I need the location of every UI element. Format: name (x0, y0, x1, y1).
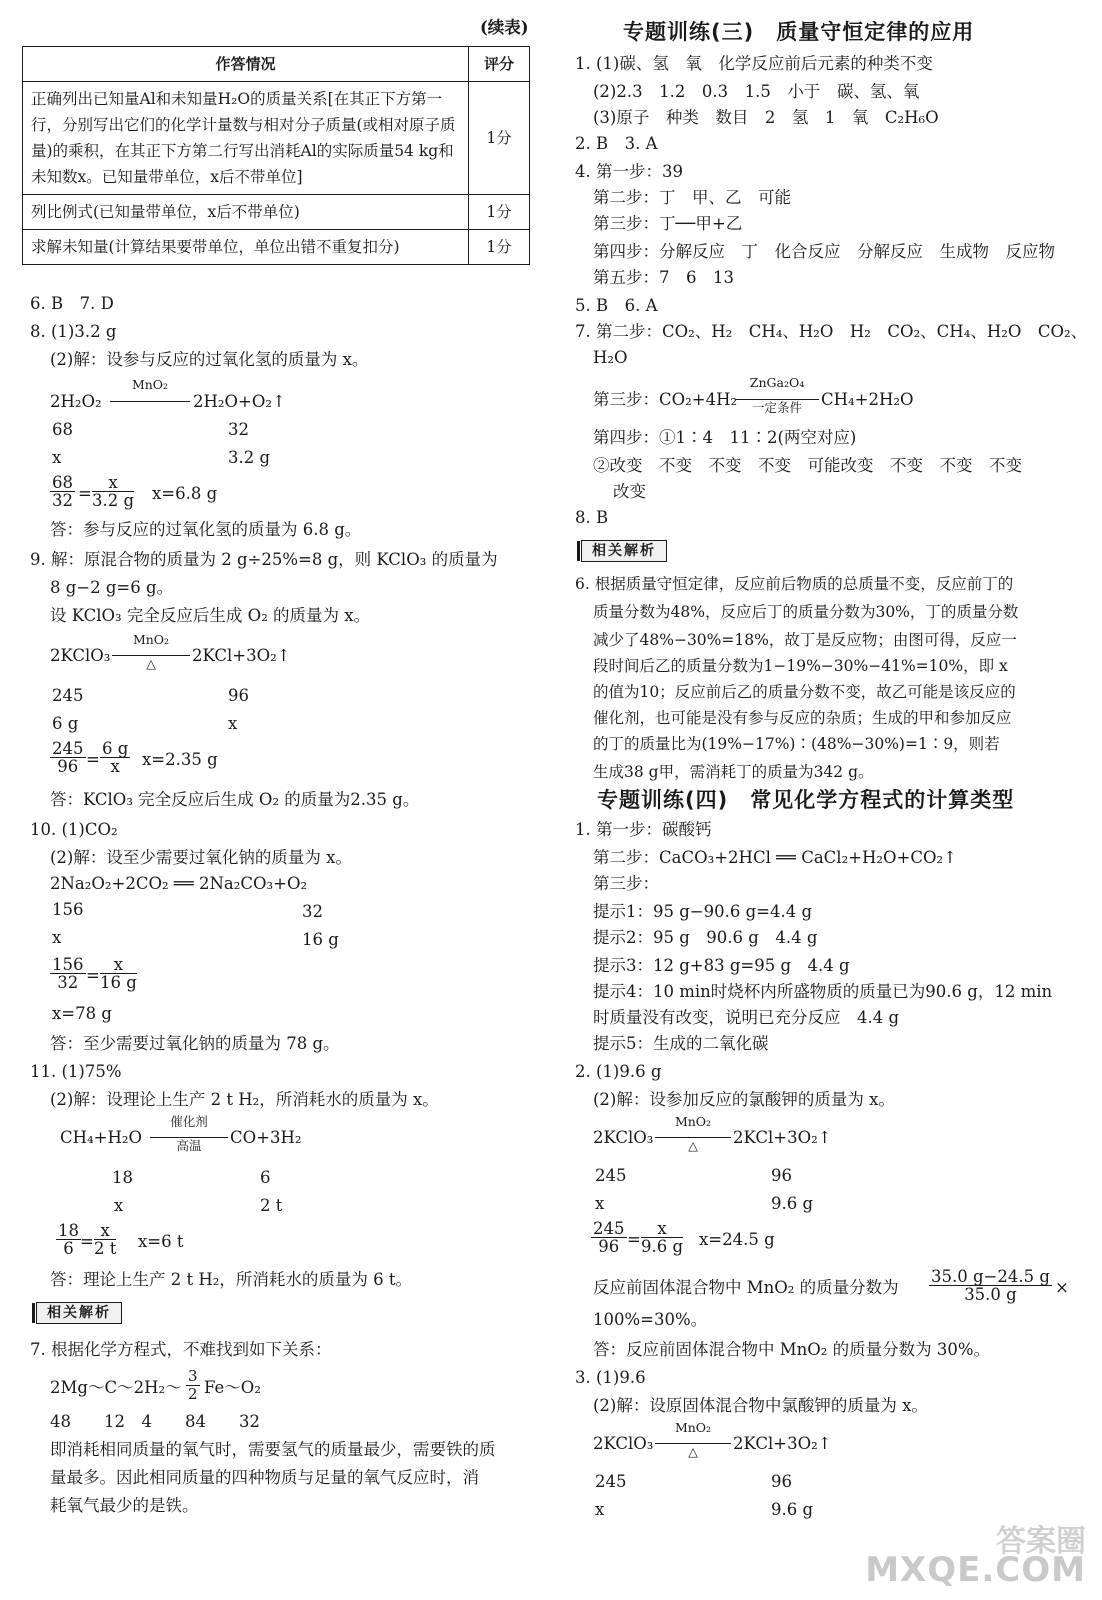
fraction (50, 740, 86, 775)
answer-line: 2. B 3. A (575, 134, 658, 153)
numerator: 68 (52, 473, 73, 492)
equation-right: CH₄+2H₂O (821, 390, 914, 409)
denominator: 2 t (94, 1239, 117, 1258)
equation-right: 2KCl+3O₂↑ (733, 1128, 832, 1147)
table-row (23, 82, 530, 195)
analysis-line: 质量分数为48%，反应后丁的质量分数为30%，丁的质量分数 (593, 603, 1019, 621)
answer-line: 改变 (613, 482, 646, 501)
fraction (50, 474, 75, 509)
answer-line: 第二步：CaCO₃+2HCl ══ CaCl₂+H₂O+CO₂↑ (593, 848, 957, 867)
denominator: 96 (598, 1237, 620, 1256)
equation: 2Na₂O₂+2CO₂ ══ 2Na₂CO₃+O₂ (50, 874, 308, 893)
equals-sign: = (80, 1232, 94, 1251)
table-cell: 求解未知量(计算结果要带单位，单位出错不重复扣分) (23, 230, 469, 265)
unknown: x (114, 1196, 124, 1215)
table-cell: 正确列出已知量Al和未知量H₂O的质量关系[在其正下方第一行，分别写出它们的化学计量数与相对分子质量(或相对原子质量)的乘积，在其正下方第二行写出消耗Al的实际质量54 kg和未知数x。已知量带单位，x后不带单位] (23, 82, 469, 195)
answer-line: 第三步： (593, 874, 659, 893)
denominator: 32 (57, 973, 79, 992)
watermark-url: MXQE.COM (865, 1550, 1086, 1590)
equation-right: CO+3H₂ (230, 1128, 302, 1147)
table-header-answer: 作答情况 (23, 47, 469, 82)
answer-line: 6. B 7. D (30, 294, 114, 313)
equals-sign: = (78, 484, 92, 503)
known-mass: 6 g (52, 714, 79, 733)
equation-left: 2KClO₃ (593, 1434, 654, 1453)
analysis-line: 的丁的质量比为(19%−17%)∶(48%−30%)=1∶9，则若 (593, 735, 1000, 753)
fraction (94, 1222, 116, 1257)
denominator: 32 (52, 491, 73, 510)
relation-chain: 2Mg～C～2H₂～ (50, 1378, 182, 1397)
answer-line: ②改变 不变 不变 不变 可能改变 不变 不变 不变 (593, 456, 1022, 475)
denominator: 16 g (100, 973, 137, 992)
catalyst-label: 催化剂 (170, 1114, 208, 1129)
numerator: 156 (52, 955, 84, 974)
catalyst-label: MnO₂ (674, 1420, 712, 1435)
molar-mass: 245 (595, 1472, 627, 1491)
catalyst-label: MnO₂ (131, 377, 169, 392)
relation-masses: 48 12 4 84 32 (50, 1412, 260, 1431)
result: x=2.35 g (142, 750, 218, 769)
answer-line: 8. B (575, 508, 609, 527)
catalyst-label: ZnGa₂O₄ (749, 375, 805, 390)
answer-line: 100%=30%。 (593, 1310, 708, 1329)
equation-right: 2KCl+3O₂↑ (192, 646, 291, 665)
analysis-line: 即消耗相同质量的氧气时，需要氢气的质量最少，需要铁的质 (50, 1440, 496, 1459)
molar-mass: 32 (228, 420, 249, 439)
answer-line: 1. 第一步：碳酸钙 (575, 820, 712, 839)
answer-line: 第四步：分解反应 丁 化合反应 分解反应 生成物 反应物 (593, 242, 1055, 261)
continued-label: (续表) (480, 18, 529, 37)
table-cell-score: 1分 (469, 195, 530, 230)
relation-chain: Fe～O₂ (204, 1378, 261, 1397)
molar-mass: 6 (260, 1168, 271, 1187)
molar-mass: 245 (52, 686, 84, 705)
section-title: 专题训练(四) 常见化学方程式的计算类型 (597, 788, 1015, 812)
fraction (591, 1220, 627, 1255)
numerator: x (92, 474, 134, 492)
result: x=78 g (52, 1004, 112, 1023)
fraction (100, 956, 137, 991)
denominator: 96 (57, 757, 79, 776)
analysis-line: 耗氧气最少的是铁。 (50, 1496, 199, 1515)
denominator: 6 (63, 1239, 74, 1258)
answer-line: (2)2.3 1.2 0.3 1.5 小于 碳、氢、氧 (593, 82, 920, 101)
equation-left: 第三步：CO₂+4H₂ (593, 390, 738, 409)
catalyst-label: MnO₂ (674, 1114, 712, 1129)
numerator: x (100, 956, 137, 974)
fraction (641, 1220, 683, 1255)
answer-line: 8. (1)3.2 g (30, 322, 117, 341)
denominator: 3.2 g (92, 491, 135, 510)
watermark-logo: 答案圈 (996, 1524, 1086, 1559)
table-row (23, 195, 530, 230)
known-mass: 9.6 g (771, 1194, 814, 1213)
condition-label: 一定条件 (751, 400, 802, 415)
fraction (56, 1222, 81, 1257)
analysis-line: 7. 根据化学方程式，不难找到如下关系： (30, 1340, 332, 1359)
known-mass: 9.6 g (771, 1500, 814, 1519)
denominator: 35.0 g (964, 1285, 1017, 1304)
scoring-table (22, 46, 530, 265)
analysis-line: 量最多。因此相同质量的四种物质与足量的氧气反应时，消 (50, 1468, 479, 1487)
numerator: x (641, 1220, 683, 1238)
answer-line: H₂O (593, 348, 628, 367)
equation-left: 2KClO₃ (593, 1128, 654, 1147)
fraction (100, 740, 130, 775)
answer-line: 提示5：生成的二氧化碳 (593, 1034, 769, 1053)
molar-mass: 156 (52, 900, 84, 919)
answer-line: 11. (1)75% (30, 1062, 122, 1081)
known-mass: 2 t (260, 1196, 283, 1215)
condition-label: △ (688, 1444, 698, 1459)
equals-sign: = (627, 1230, 641, 1249)
analysis-line: 6. 根据质量守恒定律，反应前后物质的总质量不变，反应前丁的 (575, 575, 1014, 593)
equation-left: 2KClO₃ (50, 646, 111, 665)
answer-line: 3. (1)9.6 (575, 1368, 646, 1387)
answer-line: 5. B 6. A (575, 296, 658, 315)
answer-line: 8 g−2 g=6 g。 (50, 578, 174, 597)
known-mass: 16 g (302, 930, 339, 949)
answer-line: (2)解：设原固体混合物中氯酸钾的质量为 x。 (593, 1396, 928, 1415)
answer-line: (2)解：设理论上生产 2 t H₂，所消耗水的质量为 x。 (50, 1090, 439, 1109)
equation-right: 2H₂O+O₂↑ (193, 392, 286, 411)
analysis-tag: 相关解析 (581, 540, 667, 562)
answer-line: 9. 解：原混合物的质量为 2 g÷25%=8 g，则 KClO₃ 的质量为 (30, 550, 498, 569)
fraction (92, 474, 134, 509)
analysis-line: 减少了48%−30%=18%，故丁是反应物；由图可得，反应一 (593, 631, 1017, 649)
result: x=24.5 g (699, 1230, 775, 1249)
analysis-line: 的值为10；反应前后乙的质量分数不变，故乙可能是该反应的 (593, 683, 1016, 701)
answer-line: (3)原子 种类 数目 2 氢 1 氧 C₂H₆O (593, 108, 939, 127)
answer-line: (2)解：设参加反应的氯酸钾的质量为 x。 (593, 1090, 895, 1109)
answer-line: 答：理论上生产 2 t H₂，所消耗水的质量为 6 t。 (50, 1270, 412, 1289)
analysis-line: 催化剂，也可能是没有参与反应的杂质；生成的甲和参加反应 (593, 709, 1012, 727)
equation-left: CH₄+H₂O (60, 1128, 142, 1147)
times-sign: × (1055, 1278, 1069, 1297)
molar-mass: 96 (771, 1166, 792, 1185)
unknown: x (228, 714, 238, 733)
answer-line: 提示3：12 g+83 g=95 g 4.4 g (593, 956, 850, 975)
answer-line: 提示2：95 g 90.6 g 4.4 g (593, 928, 818, 947)
catalyst-label: MnO₂ (132, 632, 170, 647)
answer-line: 4. 第一步：39 (575, 162, 683, 181)
molar-mass: 18 (112, 1168, 133, 1187)
answer-line: 第四步：①1∶4 11∶2(两空对应) (593, 428, 857, 447)
answer-line: 答：KClO₃ 完全反应后生成 O₂ 的质量为2.35 g。 (50, 790, 420, 809)
analysis-line: 段时间后乙的质量分数为1−19%−30%−41%=10%，即 x (593, 657, 1008, 675)
answer-line: (2)解：设参与反应的过氧化氢的质量为 x。 (50, 350, 369, 369)
denominator: 2 (188, 1385, 198, 1403)
numerator: 3 (188, 1367, 198, 1385)
numerator: 6 g (102, 739, 129, 758)
analysis-tag: 相关解析 (36, 1302, 122, 1324)
answer-line: 10. (1)CO₂ (30, 820, 118, 839)
equals-sign: = (86, 750, 100, 769)
answer-line: 提示4：10 min时烧杯内所盛物质的质量已为90.6 g，12 min (593, 982, 1053, 1001)
unknown: x (52, 448, 62, 467)
reaction-arrow (110, 401, 190, 402)
molar-mass: 245 (595, 1166, 627, 1185)
numerator: 245 (52, 739, 84, 758)
molar-mass: 32 (302, 902, 323, 921)
denominator: 9.6 g (641, 1237, 684, 1256)
numerator: 18 (58, 1221, 79, 1240)
section-title: 专题训练(三) 质量守恒定律的应用 (623, 20, 975, 44)
result: x=6.8 g (152, 484, 218, 503)
answer-line: 答：参与反应的过氧化氢的质量为 6.8 g。 (50, 520, 362, 539)
answer-line: 设 KClO₃ 完全反应后生成 O₂ 的质量为 x。 (50, 606, 371, 625)
answer-line: 7. 第二步：CO₂、H₂ CH₄、H₂O H₂ CO₂、CH₄、H₂O CO₂、 (575, 322, 1088, 341)
table-row (23, 230, 530, 265)
condition-label: 高温 (176, 1138, 202, 1153)
table-cell: 列比例式(已知量带单位，x后不带单位) (23, 195, 469, 230)
answer-line: 答：至少需要过氧化钠的质量为 78 g。 (50, 1034, 340, 1053)
fraction (186, 1368, 200, 1403)
analysis-line: 生成38 g甲，需消耗丁的质量为342 g。 (593, 763, 874, 781)
answer-line: 2. (1)9.6 g (575, 1062, 662, 1081)
fraction (50, 956, 86, 991)
table-cell-score: 1分 (469, 82, 530, 195)
table-cell-score: 1分 (469, 230, 530, 265)
answer-line: 反应前固体混合物中 MnO₂ 的质量分数为 (593, 1278, 899, 1297)
denominator: x (110, 757, 120, 776)
condition-label: △ (146, 656, 156, 671)
equals-sign: = (86, 966, 100, 985)
unknown: x (595, 1194, 605, 1213)
unknown: x (52, 928, 62, 947)
numerator: 35.0 g−24.5 g (931, 1267, 1050, 1286)
equation-right: 2KCl+3O₂↑ (733, 1434, 832, 1453)
answer-line: 第五步：7 6 13 (593, 268, 734, 287)
table-header-score: 评分 (469, 47, 530, 82)
answer-line: 第三步：丁──甲+乙 (593, 214, 743, 233)
numerator: x (94, 1222, 116, 1240)
numerator: 245 (593, 1219, 625, 1238)
condition-label: △ (688, 1138, 698, 1153)
answer-line: 第二步：丁 甲、乙 可能 (593, 188, 791, 207)
known-mass: 3.2 g (228, 448, 271, 467)
molar-mass: 96 (771, 1472, 792, 1491)
result: x=6 t (138, 1232, 184, 1251)
equation-left: 2H₂O₂ (50, 392, 102, 411)
answer-line: 提示1：95 g−90.6 g=4.4 g (593, 902, 813, 921)
answer-line: 答：反应前固体混合物中 MnO₂ 的质量分数为 30%。 (593, 1340, 991, 1359)
answer-line: 时质量没有改变，说明已充分反应 4.4 g (593, 1008, 900, 1027)
fraction (929, 1268, 1052, 1303)
answer-line: (2)解：设至少需要过氧化钠的质量为 x。 (50, 848, 352, 867)
molar-mass: 68 (52, 420, 73, 439)
answer-line: 1. (1)碳、氢 氧 化学反应前后元素的种类不变 (575, 54, 933, 73)
unknown: x (595, 1500, 605, 1519)
molar-mass: 96 (228, 686, 249, 705)
